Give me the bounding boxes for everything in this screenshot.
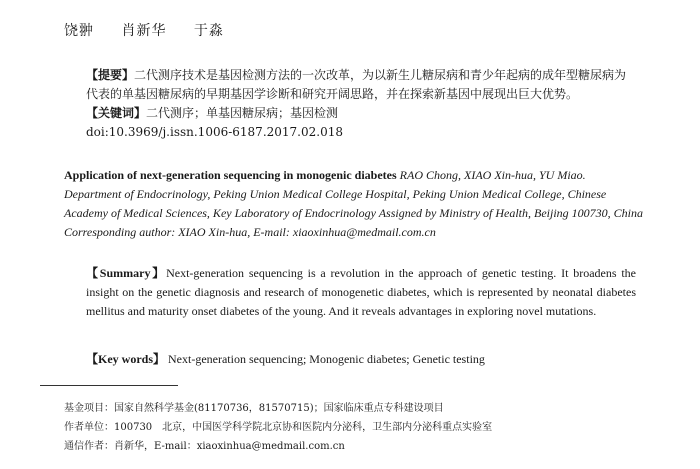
corresponding-author: Corresponding author: XIAO Xin-hua, E-mail: xiaoxinhua@medmail.com.cn bbox=[64, 225, 436, 239]
english-summary bbox=[64, 264, 636, 321]
english-title: Application of next-generation sequencing in monogenic diabetes bbox=[64, 168, 397, 182]
abstract-label: 【提要】 bbox=[86, 68, 135, 82]
footnote-correspondence: 通信作者：肖新华，E-mail：xiaoxinhua@medmail.com.cn bbox=[64, 441, 345, 452]
english-title-block bbox=[64, 166, 644, 242]
chinese-keywords bbox=[64, 104, 632, 123]
chinese-abstract bbox=[64, 66, 632, 142]
english-authors: RAO Chong, XIAO Xin-hua, YU Miao. bbox=[399, 168, 586, 182]
english-summary-paragraph bbox=[64, 264, 636, 321]
author-name: 饶翀 bbox=[64, 23, 94, 39]
abstract-text: 二代测序技术是基因检测方法的一次改革，为以新生儿糖尿病和青少年起病的成年型糖尿病为代表的单基因糖尿病的早期基因学诊断和研究开阔思路，并在探索新基因中展现出巨大优势。 bbox=[86, 68, 627, 101]
keywords-label: 【关键词】 bbox=[86, 106, 147, 120]
footnote-affiliation: 作者单位：100730 北京，中国医学科学院北京协和医院内分泌科，卫生部内分泌科重点实验室 bbox=[64, 422, 493, 433]
summary-text: Next-generation sequencing is a revolution in the approach of genetic testing. It broadens the insight on the genetic diagnosis and research of monogenetic diabetes, which is represented by neonatal diabetes mellitus and maturity onset diabetes of the young. And it reveals advantages in exploring novel mutations. bbox=[86, 266, 636, 318]
english-affiliation: Department of Endocrinology, Peking Union Medical College Hospital, Peking Union Medical College, Chinese Academy of Medical Sciences, Key Laboratory of Endocrinology Assigned by Ministry of Health, Beijing 100730, China bbox=[64, 187, 644, 220]
footnotes bbox=[64, 399, 664, 456]
english-keywords-label: 【Key words】 bbox=[86, 352, 165, 366]
doi: doi:10.3969/j.issn.1006-6187.2017.02.018 bbox=[86, 125, 343, 139]
english-keywords bbox=[86, 350, 485, 367]
chinese-abstract-paragraph bbox=[64, 66, 632, 104]
author-list bbox=[64, 20, 246, 40]
keywords-text: 二代测序；单基因糖尿病；基因检测 bbox=[146, 106, 339, 120]
author-name: 肖新华 bbox=[121, 23, 167, 39]
footnote-divider bbox=[40, 385, 178, 386]
summary-label: 【Summary】 bbox=[86, 266, 167, 280]
english-keywords-text: Next-generation sequencing; Monogenic diabetes; Genetic testing bbox=[168, 352, 485, 366]
author-name: 于淼 bbox=[193, 23, 224, 39]
footnote-funding: 基金项目：国家自然科学基金(81170736，81570715)；国家临床重点专科建设项目 bbox=[64, 403, 444, 414]
